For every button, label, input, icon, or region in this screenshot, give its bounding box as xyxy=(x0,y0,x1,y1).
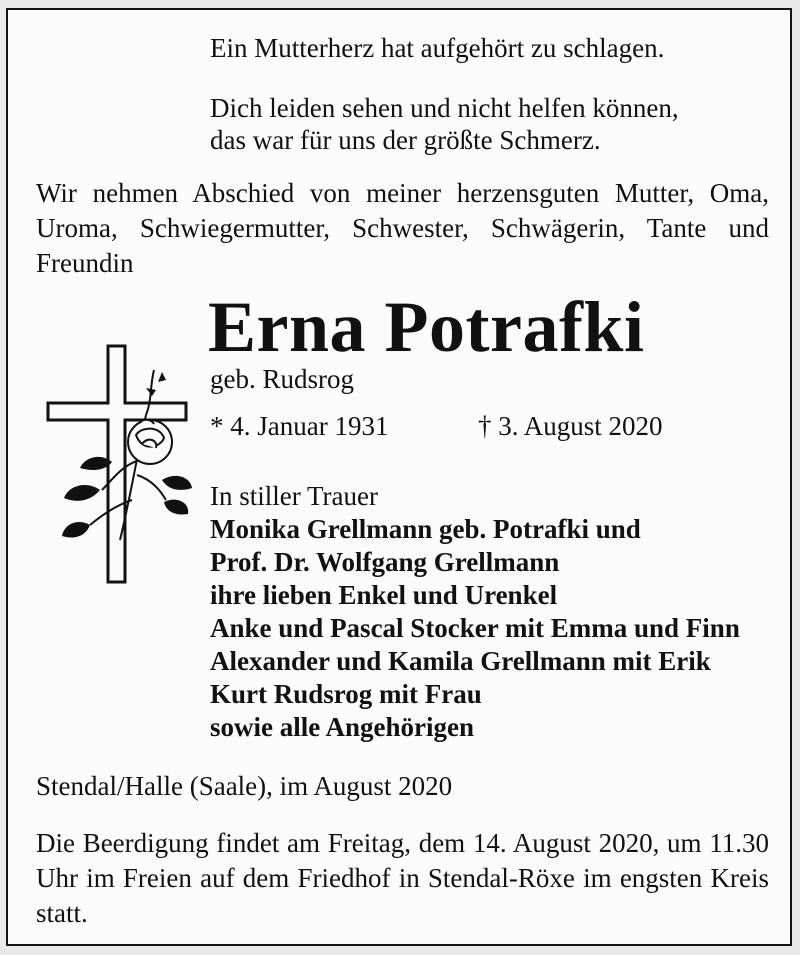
mourner-line: sowie alle Angehörigen xyxy=(210,712,474,742)
birth-date: * 4. Januar 1931 xyxy=(210,411,389,441)
mourner-line: Anke und Pascal Stocker mit Emma und Finn xyxy=(210,613,740,643)
verse-line-1: Ein Mutterherz hat aufgehört zu schlagen. xyxy=(210,33,665,63)
death-date: † 3. August 2020 xyxy=(478,411,663,441)
cross-with-rose-icon xyxy=(42,340,192,590)
funeral-info: Die Beerdigung findet am Freitag, dem 14. August 2020, um 11.30 Uhr im Freien auf dem Friedhof in Stendal-Röxe im engsten Kreis statt. xyxy=(36,828,769,928)
birth-name: geb. Rudsrog xyxy=(210,364,354,394)
mourner-line: Alexander und Kamila Grellmann mit Erik xyxy=(210,646,711,676)
verse-line-2: Dich leiden sehen und nicht helfen können, xyxy=(210,93,679,123)
intro-text: Wir nehmen Abschied von meiner herzensguten Mutter, Oma, Uroma, Schwiegermutter, Schwester, Schwägerin, Tante und Freundin xyxy=(36,178,769,278)
place-date: Stendal/Halle (Saale), im August 2020 xyxy=(36,771,453,801)
obituary-notice xyxy=(6,8,792,946)
deceased-name: Erna Potrafki xyxy=(208,287,645,367)
mourners-heading: In stiller Trauer xyxy=(210,481,378,511)
verse-line-3: das war für uns der größte Schmerz. xyxy=(210,125,601,155)
mourner-line: ihre lieben Enkel und Urenkel xyxy=(210,580,558,610)
mourner-line: Prof. Dr. Wolfgang Grellmann xyxy=(210,547,560,577)
mourner-line: Monika Grellmann geb. Potrafki und xyxy=(210,514,641,544)
mourner-line: Kurt Rudsrog mit Frau xyxy=(210,679,482,709)
